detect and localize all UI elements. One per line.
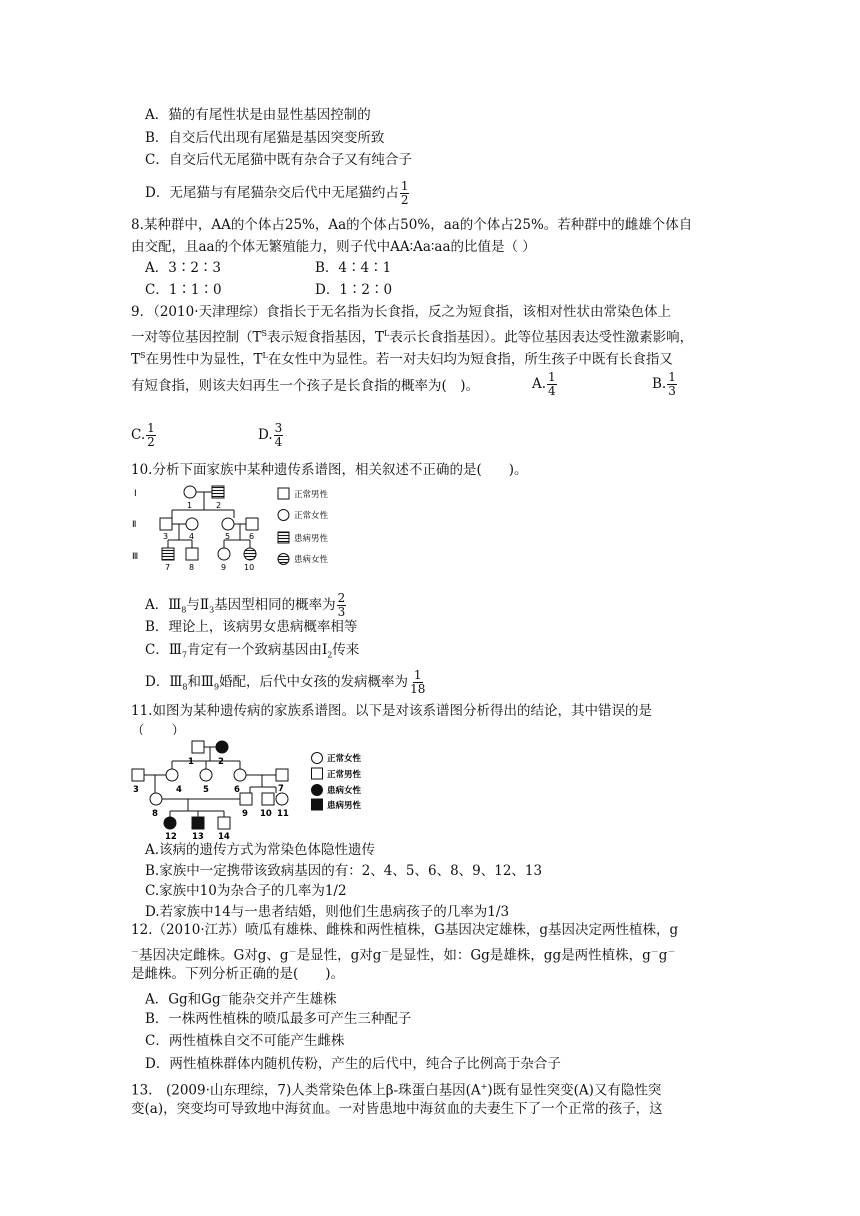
- individual-10: [244, 548, 256, 560]
- individual-6: [246, 518, 258, 530]
- individual-10: [262, 793, 274, 805]
- fraction: $\frac{1}{18}$: [410, 668, 426, 696]
- legend-label: 正常男性: [327, 770, 362, 780]
- legend-affected-female-symbol: [278, 554, 289, 565]
- individual-9: [218, 548, 230, 560]
- q13-stem-line1: 13. (2009·山东理综，7)人类常染色体上β-珠蛋白基因(A+)既有显性突变(A)又有隐性突: [131, 1082, 662, 1099]
- q10-pedigree: [130, 480, 390, 580]
- q13-stem-line2: 变(a)，突变均可导致地中海贫血。一对皆患地中海贫血的夫妻生下了一个正常的孩子，这: [131, 1101, 663, 1117]
- q10-option-c: C．$Ⅲ_7$肯定有一个致病基因由$Ⅰ_2$传来: [145, 642, 360, 660]
- id-label: 7: [278, 784, 284, 794]
- individual-2: [212, 486, 224, 498]
- id-label: 10: [244, 563, 255, 572]
- q8-option-a: A．3∶2∶3: [145, 260, 222, 276]
- fraction: $\frac{1}{4}$: [548, 370, 556, 398]
- legend-normal-female-symbol: [312, 753, 323, 764]
- q10-option-b: B．理论上，该病男女患病概率相等: [145, 619, 358, 635]
- id-label: 2: [216, 501, 222, 510]
- q12-stem-line1: 12.（2010·江苏）喷瓜有雄株、雌株和两性植株，G基因决定雄株，g基因决定两性植株，g: [131, 922, 679, 938]
- legend-label: 患病女性: [327, 786, 362, 796]
- q9-stem-line1: 9．（2010·天津理综）食指长于无名指为长食指，反之为短食指，该相对性状由常染色体上: [131, 304, 671, 320]
- q8-option-b: B．4∶4∶1: [315, 260, 392, 276]
- q11-option-c: C.家族中10为杂合子的几率为1/2: [145, 883, 347, 899]
- q11-stem-line2: （ ）: [131, 723, 185, 739]
- individual-1: [184, 486, 196, 498]
- q12-option-a: A．Gg和Gg－能杂交并产生雄株: [145, 991, 337, 1008]
- q10-option-a: A．$Ⅲ_8$与$Ⅱ_3$基因型相同的概率为 $\frac{2}{3}$: [145, 591, 346, 619]
- individual-3: [160, 518, 172, 530]
- legend-normal-male-symbol: [312, 768, 323, 779]
- q12-option-b: B．一株两性植株的喷瓜最多可产生三种配子: [145, 1011, 412, 1027]
- q9-option-d: D. $\frac{3}{4}$: [258, 421, 283, 449]
- legend-label: 患病女性: [294, 555, 329, 565]
- q8-stem-line1: 8.某种群中，AA的个体占25%，Aa的个体占50%，aa的个体占25%。若种群中的雌雄个体自: [131, 217, 693, 233]
- individual-9: [240, 793, 252, 805]
- q12-option-d: D．两性植株群体内随机传粉，产生的后代中，纯合子比例高于杂合子: [145, 1056, 561, 1072]
- id-label: 13: [192, 832, 204, 842]
- id-label: 4: [176, 785, 182, 795]
- q10-stem: 10.分析下面家族中某种遗传系谱图，相关叙述不正确的是( )。: [131, 462, 528, 478]
- id-label: 8: [152, 809, 158, 819]
- individual-7: [162, 548, 174, 560]
- q7-option-a: A．猫的有尾性状是由显性基因控制的: [145, 107, 371, 123]
- q12-option-c: C．两性植株自交不可能产生雌株: [145, 1033, 345, 1049]
- id-label: 8: [189, 563, 195, 572]
- id-label: 2: [218, 757, 224, 767]
- fraction: $\frac{1}{3}$: [668, 370, 676, 398]
- individual-8: [186, 548, 198, 560]
- q9-stem-line3: $T^S$在男性中为显性，$T^L$在女性中为显性。若一对夫妇均为短食指，所生孩子中既有长食指又: [131, 351, 673, 368]
- id-label: 7: [165, 563, 171, 572]
- q11-stem-line1: 11.如图为某种遗传病的家族系谱图。以下是对该系谱图分析得出的结论，其中错误的是: [131, 703, 652, 719]
- id-label: 3: [163, 532, 169, 541]
- q7-option-b: B．自交后代出现有尾猫是基因突变所致: [145, 130, 385, 146]
- fraction: $\frac{3}{4}$: [274, 421, 283, 449]
- legend-normal-female-symbol: [278, 510, 289, 521]
- id-label: 5: [225, 532, 231, 541]
- q11-option-a: A.该病的遗传方式为常染色体隐性遗传: [145, 842, 376, 858]
- individual-4: [166, 769, 178, 781]
- fraction: $\frac{1}{2}$: [400, 179, 409, 207]
- gen-label-1: Ⅰ: [134, 489, 137, 499]
- q9-option-c: C. $\frac{1}{2}$: [131, 421, 155, 449]
- legend-affected-male-symbol: [278, 532, 289, 543]
- individual-5: [200, 769, 212, 781]
- individual-4: [186, 518, 198, 530]
- individual-2: [216, 741, 228, 753]
- q11-pedigree-lines: [128, 735, 390, 843]
- id-label: 10: [260, 809, 272, 819]
- legend-affected-male-symbol: [312, 799, 323, 810]
- individual-6: [234, 769, 246, 781]
- individual-14: [218, 817, 230, 829]
- q12-stem-line2: －基因决定雌株。G对g、g－是显性，g对g－是显性，如：Gg是雄株，gg是两性植株，g－g－: [131, 947, 676, 964]
- id-label: 9: [242, 809, 248, 819]
- id-label: 4: [189, 532, 195, 541]
- legend-label: 正常男性: [294, 490, 329, 500]
- q7-option-c: C．自交后代无尾猫中既有杂合子又有纯合子: [145, 152, 412, 168]
- id-label: 1: [188, 757, 194, 767]
- individual-8: [150, 793, 162, 805]
- id-label: 12: [165, 832, 177, 842]
- gen-label-3: Ⅲ: [132, 552, 139, 562]
- individual-3: [132, 769, 144, 781]
- legend-label: 患病男性: [294, 534, 329, 544]
- id-label: 6: [234, 785, 240, 795]
- id-label: 5: [203, 785, 209, 795]
- q9-stem-line2: 一对等位基因控制（$T^S$表示短食指基因，$T^L$表示长食指基因）。此等位基因表达受性激素影响，: [131, 329, 694, 346]
- legend-label: 正常女性: [294, 511, 329, 521]
- id-label: 6: [249, 532, 255, 541]
- q8-stem-line2: 由交配，且aa的个体无繁殖能力，则子代中AA∶Aa∶aa的比值是（ ）: [131, 239, 536, 255]
- id-label: 3: [133, 785, 139, 795]
- individual-5: [222, 518, 234, 530]
- legend-label: 正常女性: [327, 754, 362, 764]
- q10-option-d: D．$Ⅲ_8$和$Ⅲ_9$婚配，后代中女孩的发病概率为 $\frac{1}{18}$: [145, 668, 426, 696]
- legend-affected-female-symbol: [312, 785, 323, 796]
- q8-option-c: C．1∶1∶0: [145, 282, 222, 298]
- fraction: $\frac{1}{2}$: [147, 421, 155, 449]
- id-label: 1: [187, 501, 193, 510]
- individual-7: [276, 769, 288, 781]
- q9-option-b: B. $\frac{1}{3}$: [652, 370, 676, 398]
- legend-label: 患病男性: [327, 801, 362, 811]
- q11-option-b: B.家族中一定携带该致病基因的有：2、4、5、6、8、9、12、13: [145, 863, 543, 879]
- individual-1: [192, 741, 204, 753]
- id-label: 14: [218, 832, 230, 842]
- q12-stem-line3: 是雌株。下列分析正确的是( )。: [131, 966, 345, 982]
- legend-normal-male-symbol: [278, 488, 289, 499]
- gen-label-2: Ⅱ: [132, 520, 137, 530]
- fraction: $\frac{2}{3}$: [337, 591, 346, 619]
- individual-11: [276, 793, 288, 805]
- individual-12: [164, 817, 176, 829]
- q9-stem-line4: 有短食指，则该夫妇再生一个孩子是长食指的概率为( )。: [131, 378, 480, 394]
- q7-option-d: D．无尾猫与有尾猫杂交后代中无尾猫约占 $\frac{1}{2}$: [145, 179, 409, 207]
- id-label: 9: [221, 563, 227, 572]
- id-label: 11: [277, 809, 289, 819]
- individual-13: [192, 817, 204, 829]
- q9-option-a: A. $\frac{1}{4}$: [532, 370, 556, 398]
- q11-option-d: D.若家族中14与一患者结婚，则他们生患病孩子的几率为1/3: [145, 904, 510, 920]
- q8-option-d: D．1∶2∶0: [315, 282, 393, 298]
